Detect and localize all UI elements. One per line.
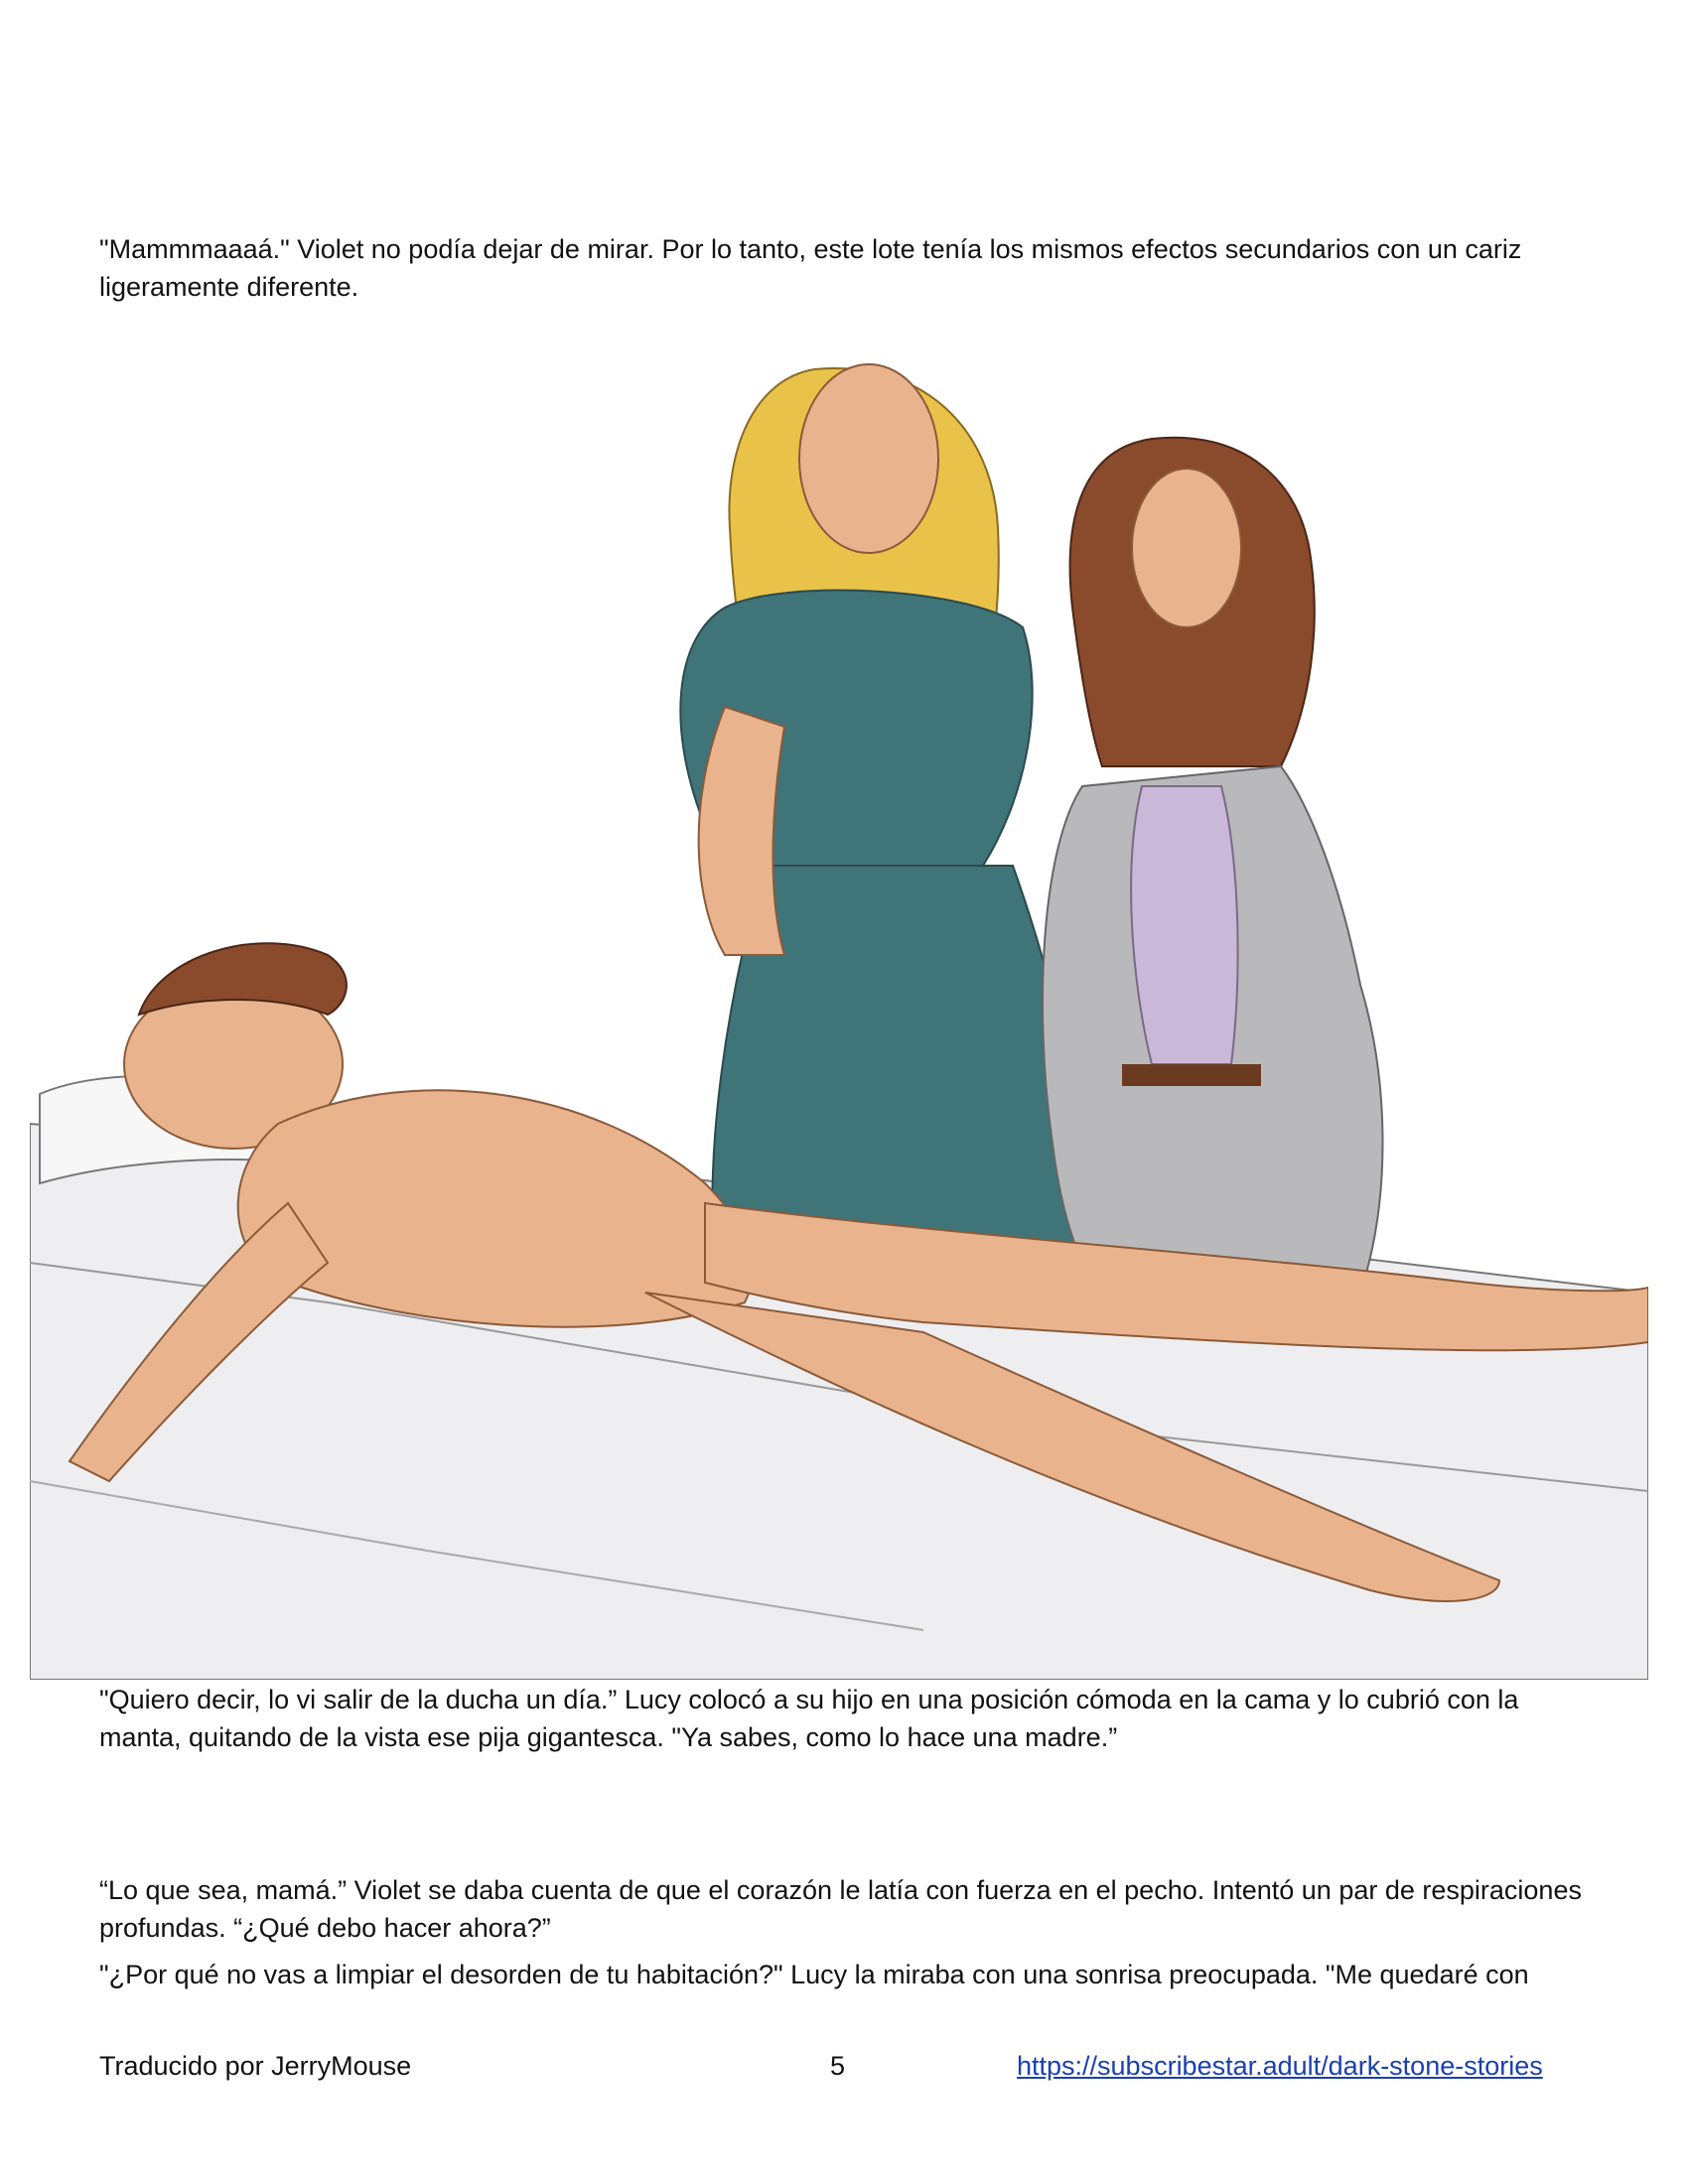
footer-link[interactable]: https://subscribestar.adult/dark-stone-stories xyxy=(1017,2051,1543,2081)
paragraph-1: "Mammmaaaá." Violet no podía dejar de mirar. Por lo tanto, este lote tenía los mismos efectos secundarios con un cariz ligeramente diferente. xyxy=(99,234,1522,302)
blonde-woman xyxy=(680,364,1084,1263)
paragraph-3: “Lo que sea, mamá.” Violet se daba cuenta de que el corazón le latía con fuerza en el pecho. Intentó un par de respiraciones profundas. “¿Qué debo hacer ahora?” xyxy=(99,1875,1582,1943)
brunette-woman xyxy=(1043,438,1383,1293)
paragraph-4: "¿Por qué no vas a limpiar el desorden de tu habitación?" Lucy la miraba con una sonrisa preocupada. "Me quedaré con xyxy=(99,1960,1529,1989)
footer-credit: Traducido por JerryMouse xyxy=(99,2051,412,2081)
comic-illustration xyxy=(30,310,1648,1680)
paragraph-2: "Quiero decir, lo vi salir de la ducha un día.” Lucy colocó a su hijo en una posición cómoda en la cama y lo cubrió con la manta, quitando de la vista ese pija gigantesca. "Ya sabes, como lo hace una madre.” xyxy=(99,1685,1519,1752)
page-number: 5 xyxy=(830,2051,846,2081)
